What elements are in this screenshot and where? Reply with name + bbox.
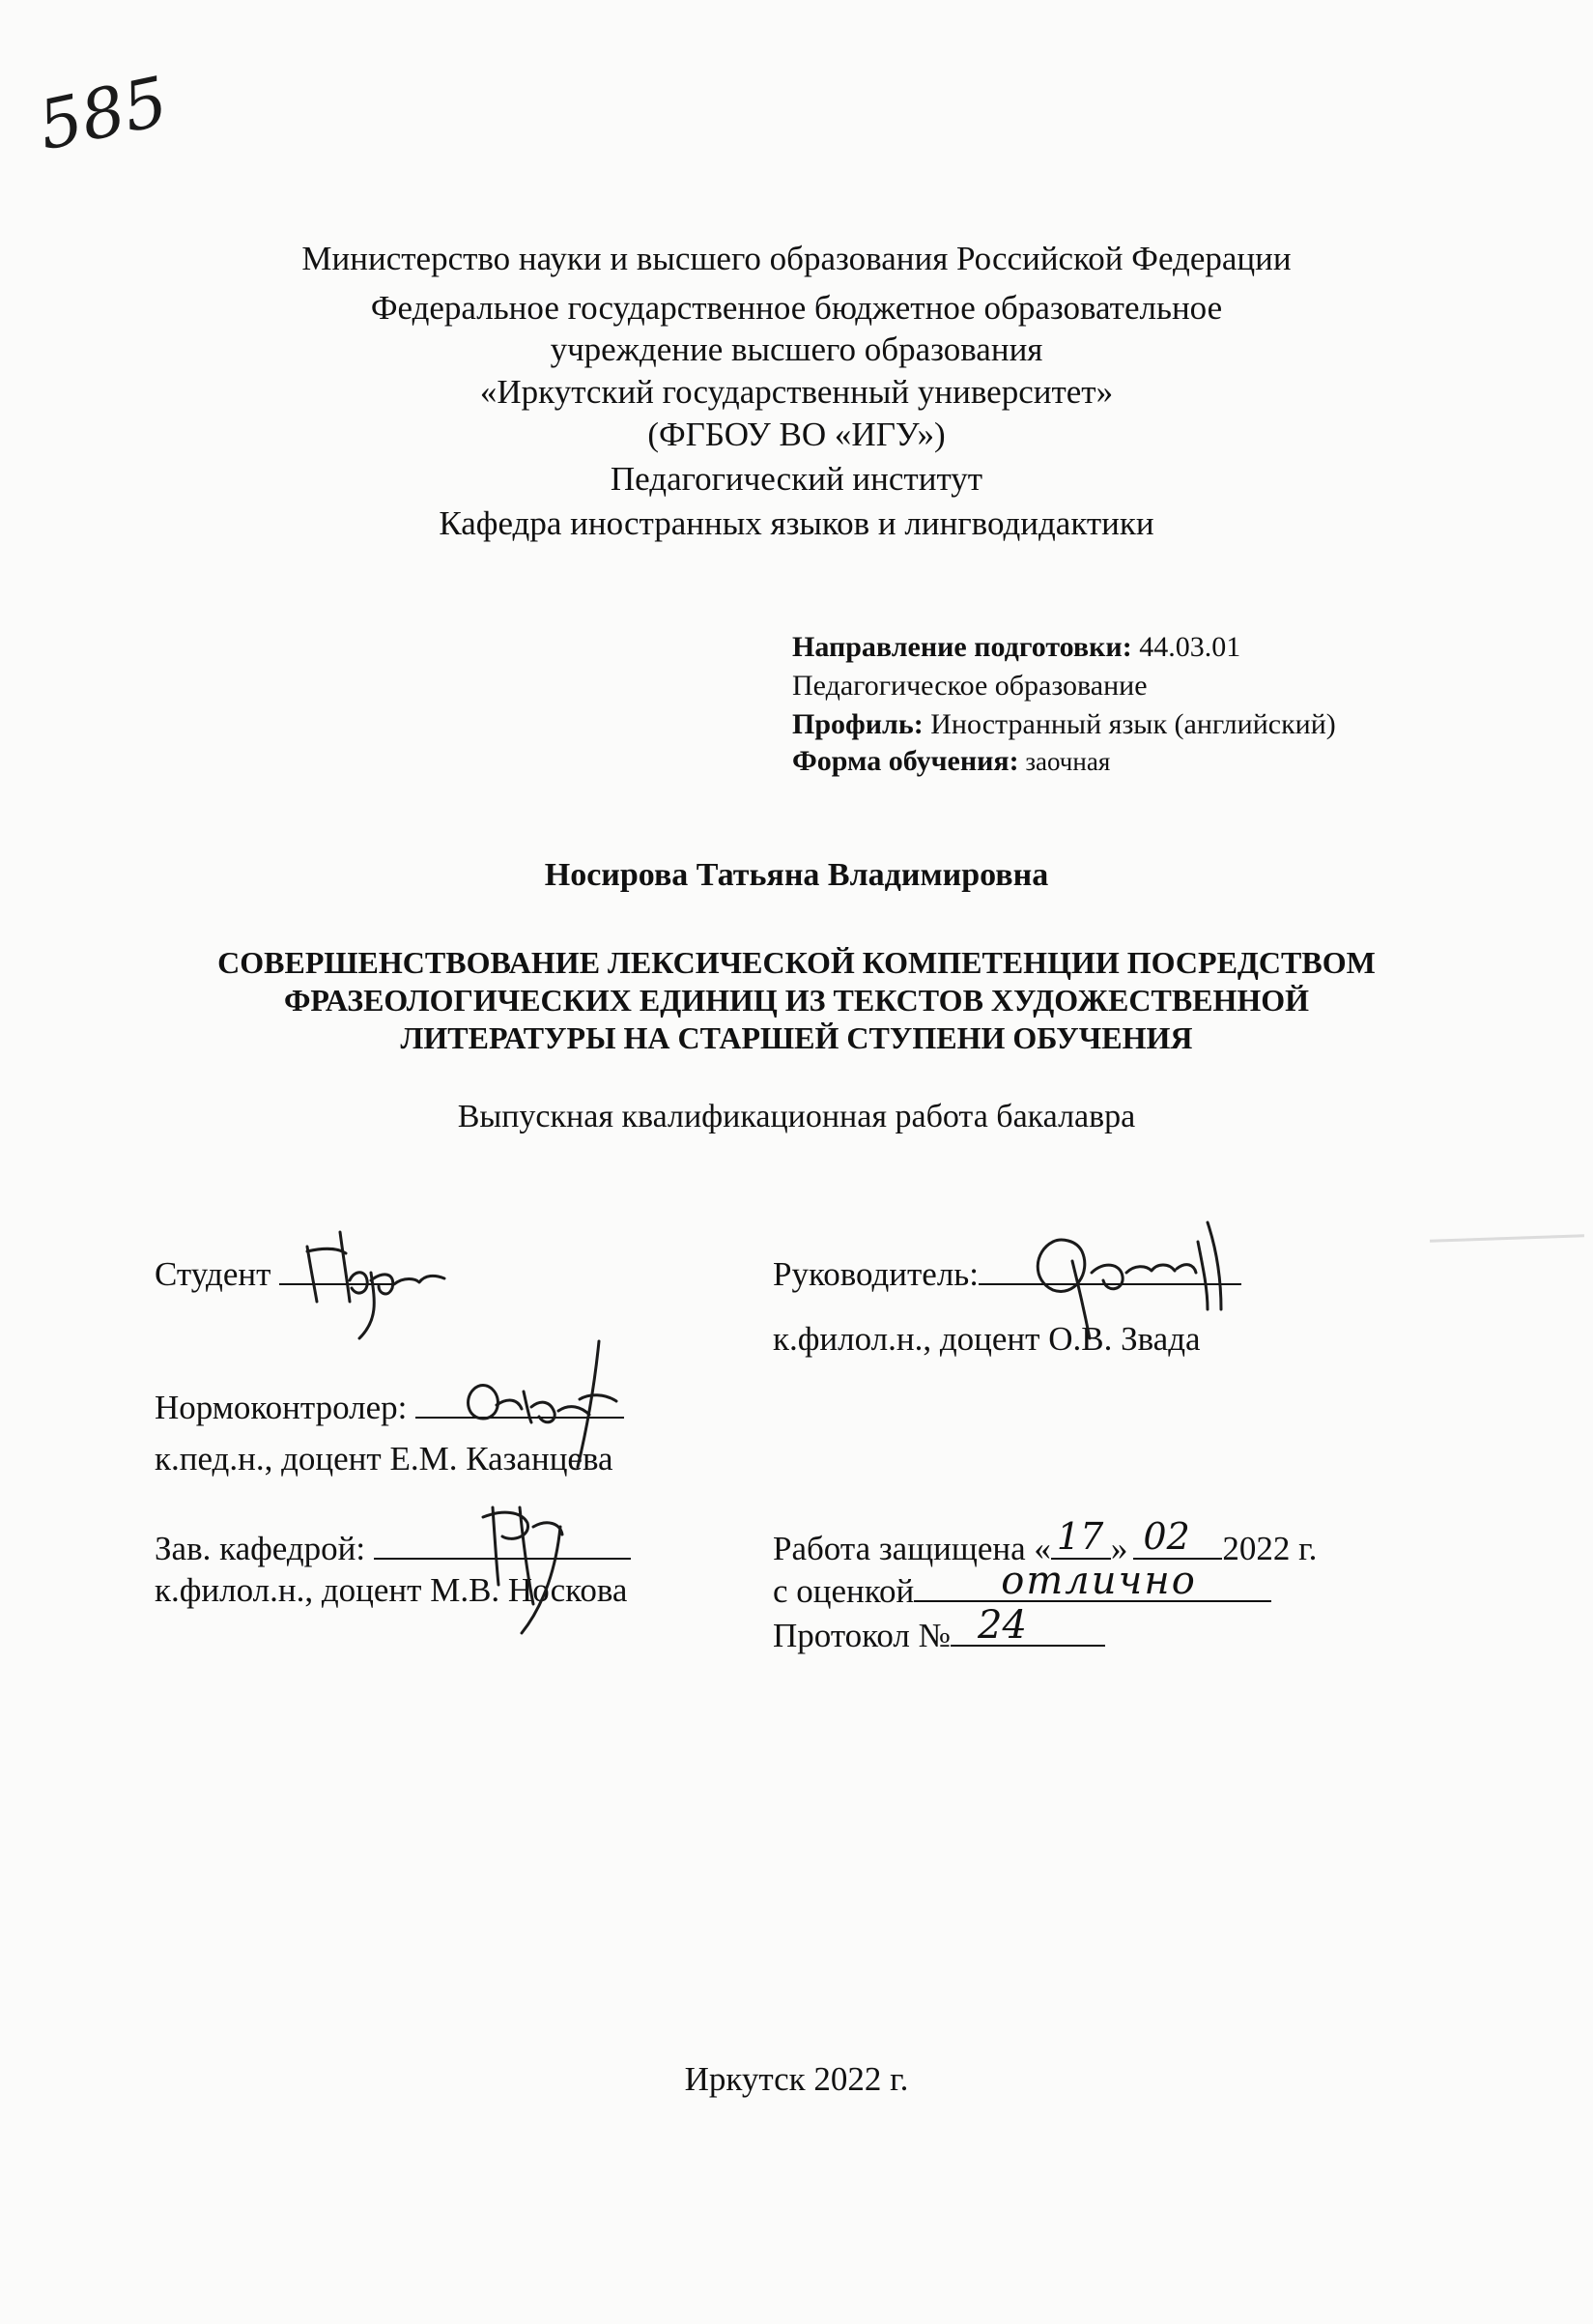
grade-field — [914, 1559, 1271, 1603]
protocol-label: Протокол № — [773, 1617, 952, 1654]
profile-row — [792, 707, 1336, 742]
work-type: Выпускная квалификационная работа бакалавра — [457, 1099, 1136, 1134]
university-abbr: (ФГБОУ ВО «ИГУ») — [647, 416, 946, 453]
direction-row — [792, 630, 1240, 665]
grade-label: с оценкой — [773, 1572, 915, 1610]
direction-label: Направление подготовки: — [792, 631, 1132, 663]
head-name: к.филол.н., доцент М.В. Носкова — [155, 1571, 628, 1609]
defense-year: 2022 г. — [1222, 1530, 1318, 1567]
normcontrol-label: Нормоконтролер: — [155, 1389, 416, 1426]
normcontrol-name: к.пед.н., доцент Е.М. Казанцева — [155, 1440, 613, 1478]
form-row — [792, 744, 1110, 779]
profile-value: Иностранный язык (английский) — [923, 708, 1336, 740]
defense-close-quote: » — [1110, 1530, 1128, 1567]
form-value: заочная — [1018, 747, 1111, 776]
protocol-field — [951, 1603, 1105, 1648]
institution-line-1: Федеральное государственное бюджетное образовательное — [370, 289, 1223, 327]
author-name: Носирова Татьяна Владимировна — [544, 857, 1049, 893]
form-label: Форма обучения: — [792, 745, 1019, 777]
scan-artifact — [1430, 1234, 1584, 1243]
supervisor-label: Руководитель: — [773, 1255, 979, 1293]
thesis-title-line-1: СОВЕРШЕНСТВОВАНИЕ ЛЕКСИЧЕСКОЙ КОМПЕТЕНЦИИ ПОСРЕДСТВОМ — [217, 945, 1376, 980]
student-label: Студент — [155, 1255, 280, 1293]
institute-name: Педагогический институт — [610, 460, 983, 498]
university-name: «Иркутский государственный университет» — [479, 373, 1114, 411]
thesis-title-line-2: ФРАЗЕОЛОГИЧЕСКИХ ЕДИНИЦ ИЗ ТЕКСТОВ ХУДОЖЕСТВЕННОЙ — [283, 983, 1310, 1018]
profile-label: Профиль: — [792, 708, 924, 740]
defense-day-handwritten: 17 — [1056, 1515, 1104, 1558]
grade-handwritten: отлично — [1001, 1559, 1197, 1603]
head-label: Зав. кафедрой: — [155, 1530, 374, 1567]
protocol-row — [773, 1603, 1105, 1657]
institution-line-2: учреждение высшего образования — [550, 330, 1043, 368]
defense-month-field — [1133, 1515, 1222, 1560]
normcontrol-signature — [454, 1322, 667, 1486]
ministry-line: Министерство науки и высшего образования Российской Федерации — [301, 240, 1292, 277]
supervisor-name: к.филол.н., доцент О.В. Звада — [773, 1320, 1201, 1358]
direction-name: Педагогическое образование — [792, 670, 1148, 702]
thesis-title-line-3: ЛИТЕРАТУРЫ НА СТАРШЕЙ СТУПЕНИ ОБУЧЕНИЯ — [400, 1020, 1193, 1055]
direction-code: 44.03.01 — [1131, 631, 1241, 663]
protocol-handwritten: 24 — [978, 1603, 1027, 1648]
svg-text:585: 585 — [31, 61, 175, 166]
department-name: Кафедра иностранных языков и лингводидактики — [439, 504, 1154, 542]
head-signature — [464, 1469, 647, 1643]
defense-month-handwritten: 02 — [1143, 1515, 1190, 1558]
defense-day-field — [1051, 1515, 1111, 1560]
defense-prefix: Работа защищена « — [773, 1530, 1051, 1567]
handwritten-number — [29, 58, 175, 166]
student-signature — [290, 1193, 473, 1348]
city-year: Иркутск 2022 г. — [684, 2060, 909, 2098]
supervisor-signature — [1014, 1184, 1266, 1348]
